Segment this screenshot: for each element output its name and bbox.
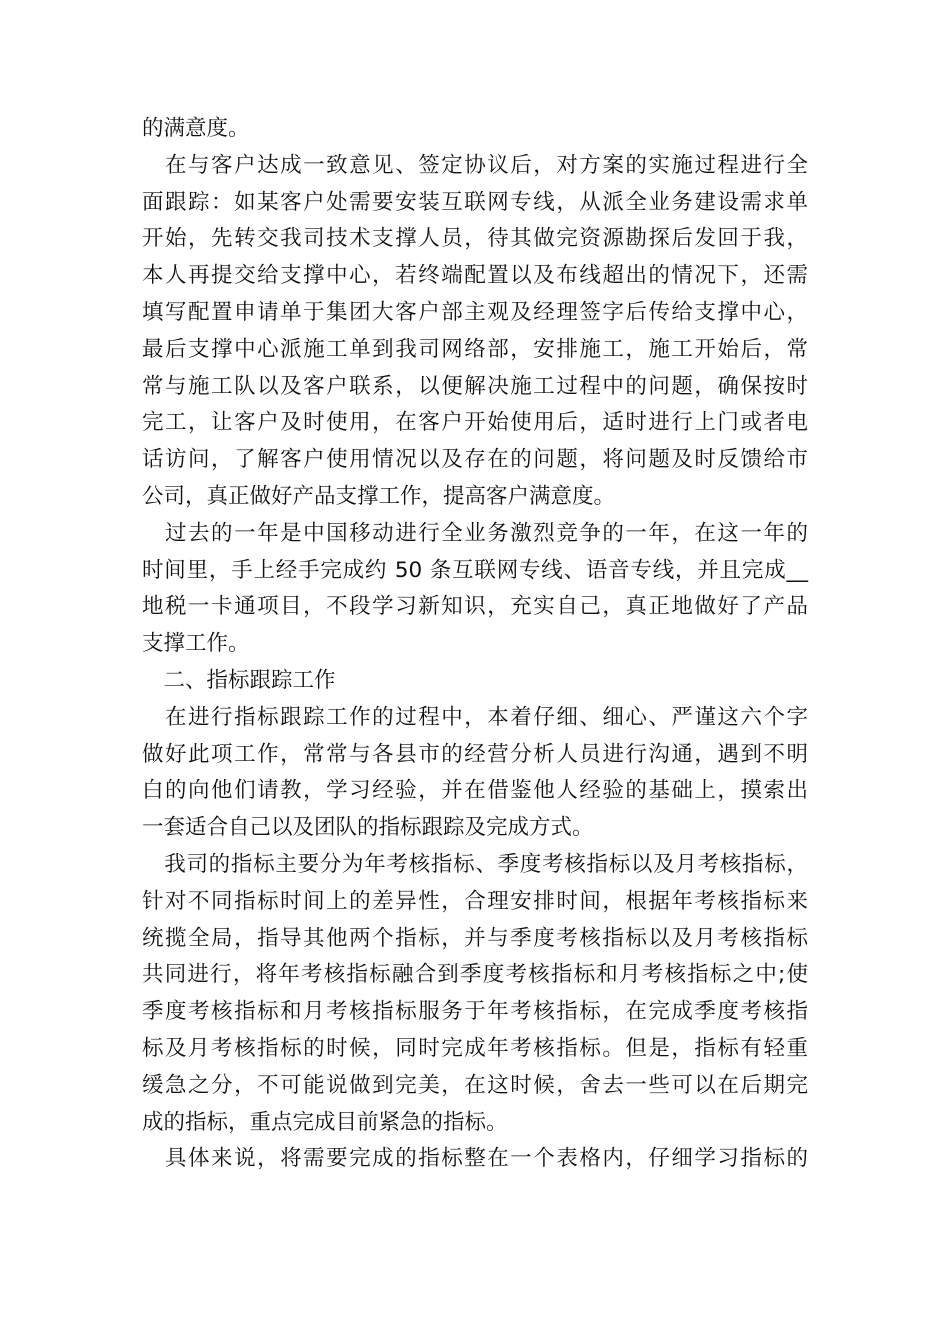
text-line: 做好此项工作，常常与各县市的经营分析人员进行沟通，遇到不明: [142, 741, 808, 767]
text-line: 本人再提交给支撑中心，若终端配置以及布线超出的情况下，还需: [142, 263, 808, 289]
text-line: 一套适合自己以及团队的指标跟踪及完成方式。: [142, 815, 594, 841]
text-line: 具体来说，将需要完成的指标整在一个表格内，仔细学习指标的: [142, 1146, 808, 1172]
text-line: 缓急之分，不可能说做到完美，在这时候，舍去一些可以在后期完: [142, 1072, 808, 1098]
text-line: 成的指标，重点完成目前紧急的指标。: [142, 1109, 508, 1135]
text-line: 填写配置申请单于集团大客户部主观及经理签字后传给支撑中心，: [142, 299, 808, 325]
text-line: 统揽全局，指导其他两个指标，并与季度考核指标以及月考核指标: [142, 925, 808, 951]
text-line: 我司的指标主要分为年考核指标、季度考核指标以及月考核指标，: [142, 851, 808, 877]
document-body: [142, 111, 808, 1178]
text-line: 在与客户达成一致意见、签定协议后，对方案的实施过程进行全: [142, 152, 808, 178]
text-line: 过去的一年是中国移动进行全业务激烈竞争的一年，在这一年的: [142, 520, 808, 546]
text-line: 白的向他们请教，学习经验，并在借鉴他人经验的基础上，摸索出: [142, 778, 808, 804]
text-line: 话访问，了解客户使用情况以及存在的问题，将问题及时反馈给市: [142, 447, 808, 473]
text-line: 在进行指标跟踪工作的过程中，本着仔细、细心、严谨这六个字: [142, 704, 808, 730]
text-line: 季度考核指标和月考核指标服务于年考核指标，在完成季度考核指: [142, 999, 808, 1025]
text-line: 完工，让客户及时使用，在客户开始使用后，适时进行上门或者电: [142, 410, 808, 436]
text-line: 二、指标跟踪工作: [142, 667, 336, 693]
text-line: 支撑工作。: [142, 631, 250, 657]
text-line: 最后支撑中心派施工单到我司网络部，安排施工，施工开始后，常: [142, 336, 808, 362]
text-line: 的满意度。: [142, 116, 250, 141]
text-line: 常与施工队以及客户联系，以便解决施工过程中的问题，确保按时: [142, 373, 808, 399]
text-line: 面跟踪：如某客户处需要安装互联网专线，从派全业务建设需求单: [142, 189, 808, 215]
text-line: 标及月考核指标的时候，同时完成年考核指标。但是，指标有轻重: [142, 1035, 808, 1061]
text-line: 地税一卡通项目，不段学习新知识，充实自己，真正地做好了产品: [142, 594, 808, 620]
text-line: 针对不同指标时间上的差异性，合理安排时间，根据年考核指标来: [142, 888, 808, 914]
text-line: 时间里，手上经手完成约 50 条互联网专线、语音专线，并且完成__: [142, 557, 808, 583]
text-line: 共同进行，将年考核指标融合到季度考核指标和月考核指标之中;使: [142, 962, 808, 988]
text-line: 开始，先转交我司技术支撑人员，待其做完资源勘探后发回于我，: [142, 226, 808, 252]
text-line: 公司，真正做好产品支撑工作，提高客户满意度。: [142, 483, 616, 509]
